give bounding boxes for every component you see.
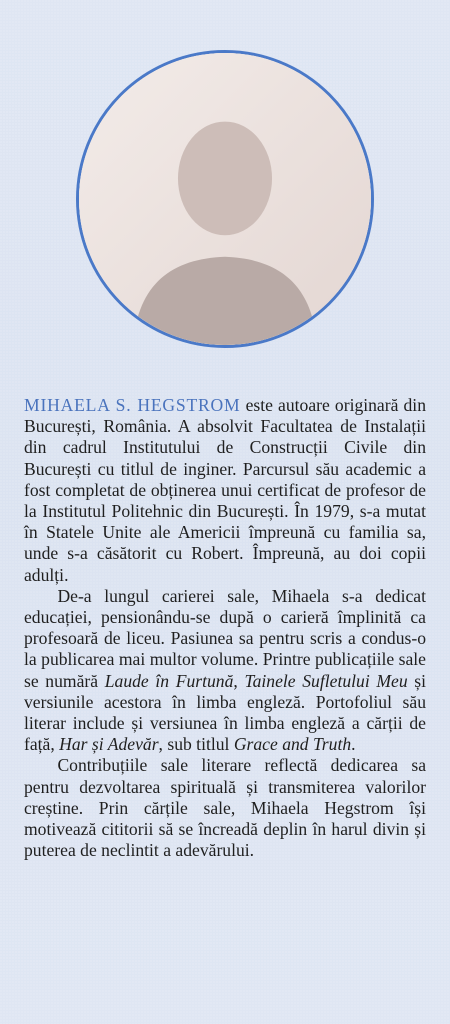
author-biography xyxy=(24,395,426,861)
book-title-grace: Grace and Truth xyxy=(233,734,352,755)
author-photo xyxy=(76,50,374,348)
bio-paragraph-2-text-e: . xyxy=(351,734,356,755)
bio-paragraph-2-text-a: De-a lungul carierei sale, Mihaela s-a dedicat educației, pensionându-se după o carieră împlinită ca profesoară de liceu. Pasiunea sa pentru scris a condus-o la publicarea mai multor volume. Printre publicațiile sale se numără xyxy=(24,585,426,691)
bio-paragraph-3: Contribuțiile sale literare reflectă dedicarea sa pentru dezvoltarea spirituală și transmiterea valorilor creștine. Prin cărțile sale, Mihaela Hegstrom își motivează cititorii să se încreadă deplin în harul divin și puterea de neclintit a adevărului. xyxy=(24,755,426,861)
bio-paragraph-2-text-d: , sub titlul xyxy=(158,734,234,755)
bio-paragraph-1-text: este autoare originară din București, România. A absolvit Facultatea de Instalații din cadrul Institutului de Construcții Civile din București cu titlul de inginer. Parcursul său academic a fost completat de obținerea unui certificat de profesor de la Institutul Politehnic din București. În 1979, s-a mutat în Statele Unite ale Americii împreună cu familia sa, unde s-a căsătorit cu Robert. Împreună, au doi copii adulți. xyxy=(24,395,426,585)
bio-paragraph-1 xyxy=(24,395,426,586)
book-title-tainele: Tainele Sufletului Meu xyxy=(244,670,408,691)
author-name: MIHAELA S. HEGSTROM xyxy=(24,395,241,415)
book-title-laude: Laude în Furtună xyxy=(104,670,234,691)
bio-paragraph-2 xyxy=(24,586,426,756)
bio-paragraph-2-text-b: , xyxy=(233,670,245,691)
book-title-har: Har și Adevăr xyxy=(59,734,159,755)
bio-paragraph-2-text-c: și versiunile acestora în limba engleză. Portofoliul său literar include și versiunea în limba engleză a cărții de față, xyxy=(24,670,427,755)
author-photo-placeholder xyxy=(79,53,371,345)
